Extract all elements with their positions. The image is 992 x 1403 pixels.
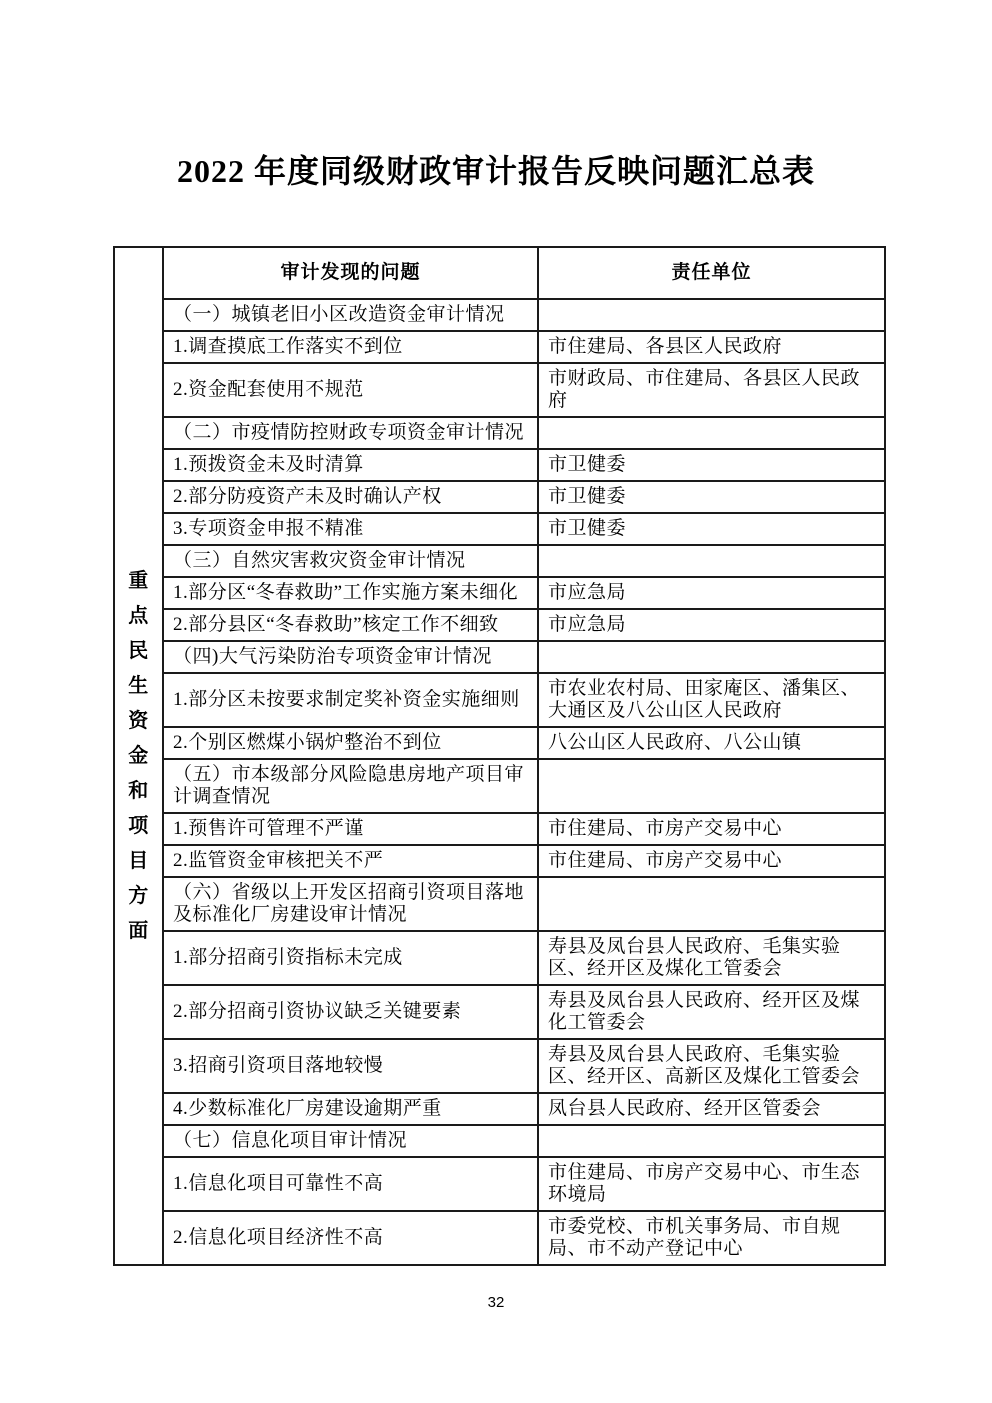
table-row xyxy=(114,813,885,845)
unit-cell xyxy=(538,299,885,331)
problem-cell: 2.部分防疫资产未及时确认产权 xyxy=(163,481,538,513)
sidebar-char: 项 xyxy=(128,814,149,837)
sidebar-char: 面 xyxy=(128,919,149,942)
table-body xyxy=(114,247,885,1265)
col-header-problem: 审计发现的问题 xyxy=(163,247,538,299)
table-row xyxy=(114,1211,885,1265)
unit-cell xyxy=(538,545,885,577)
sidebar-char: 金 xyxy=(128,744,149,767)
table-row xyxy=(114,545,885,577)
table-row xyxy=(114,845,885,877)
sidebar-char: 资 xyxy=(128,709,149,732)
unit-cell: 市应急局 xyxy=(538,609,885,641)
table-row xyxy=(114,417,885,449)
problem-cell: （六）省级以上开发区招商引资项目落地及标准化厂房建设审计情况 xyxy=(163,877,538,931)
problem-cell: （七）信息化项目审计情况 xyxy=(163,1125,538,1157)
sidebar-char: 重 xyxy=(128,569,149,592)
unit-cell: 凤台县人民政府、经开区管委会 xyxy=(538,1093,885,1125)
problem-cell: 2.信息化项目经济性不高 xyxy=(163,1211,538,1265)
audit-summary-table xyxy=(113,246,886,1266)
header-row xyxy=(114,247,885,299)
unit-cell: 市应急局 xyxy=(538,577,885,609)
problem-cell: （四)大气污染防治专项资金审计情况 xyxy=(163,641,538,673)
unit-cell: 寿县及凤台县人民政府、毛集实验区、经开区及煤化工管委会 xyxy=(538,931,885,985)
sidebar-char: 生 xyxy=(128,674,149,697)
problem-cell: 3.招商引资项目落地较慢 xyxy=(163,1039,538,1093)
table-row xyxy=(114,449,885,481)
table-row xyxy=(114,727,885,759)
unit-cell: 市财政局、市住建局、各县区人民政府 xyxy=(538,363,885,417)
unit-cell: 市卫健委 xyxy=(538,513,885,545)
table-row xyxy=(114,363,885,417)
sidebar-char: 民 xyxy=(128,639,149,662)
sidebar-char: 和 xyxy=(128,779,149,802)
sidebar-char: 目 xyxy=(128,849,149,872)
problem-cell: 2.监管资金审核把关不严 xyxy=(163,845,538,877)
unit-cell: 市委党校、市机关事务局、市自规局、市不动产登记中心 xyxy=(538,1211,885,1265)
table-row xyxy=(114,1157,885,1211)
table-row xyxy=(114,931,885,985)
sidebar-cell xyxy=(114,247,163,1265)
problem-cell: 2.资金配套使用不规范 xyxy=(163,363,538,417)
table-row xyxy=(114,299,885,331)
table-row xyxy=(114,641,885,673)
problem-cell: 1.预拨资金未及时清算 xyxy=(163,449,538,481)
sidebar-vertical-label xyxy=(124,564,153,949)
table-row xyxy=(114,481,885,513)
problem-cell: 2.个别区燃煤小锅炉整治不到位 xyxy=(163,727,538,759)
unit-cell: 寿县及凤台县人民政府、毛集实验区、经开区、高新区及煤化工管委会 xyxy=(538,1039,885,1093)
problem-cell: 4.少数标准化厂房建设逾期严重 xyxy=(163,1093,538,1125)
page-number: 32 xyxy=(487,1294,505,1311)
problem-cell: 3.专项资金申报不精准 xyxy=(163,513,538,545)
unit-cell xyxy=(538,1125,885,1157)
sidebar-char: 方 xyxy=(128,884,149,907)
unit-cell: 寿县及凤台县人民政府、经开区及煤化工管委会 xyxy=(538,985,885,1039)
problem-cell: 2.部分县区“冬春救助”核定工作不细致 xyxy=(163,609,538,641)
unit-cell xyxy=(538,759,885,813)
table-row xyxy=(114,759,885,813)
unit-cell: 八公山区人民政府、八公山镇 xyxy=(538,727,885,759)
col-header-unit: 责任单位 xyxy=(538,247,885,299)
unit-cell: 市住建局、市房产交易中心 xyxy=(538,813,885,845)
problem-cell: （三）自然灾害救灾资金审计情况 xyxy=(163,545,538,577)
problem-cell: 1.信息化项目可靠性不高 xyxy=(163,1157,538,1211)
table-row xyxy=(114,513,885,545)
table-row xyxy=(114,1125,885,1157)
table-row xyxy=(114,985,885,1039)
problem-cell: 1.调查摸底工作落实不到位 xyxy=(163,331,538,363)
unit-cell xyxy=(538,417,885,449)
unit-cell: 市住建局、市房产交易中心 xyxy=(538,845,885,877)
problem-cell: 1.部分区未按要求制定奖补资金实施细则 xyxy=(163,673,538,727)
problem-cell: 1.部分区“冬春救助”工作实施方案未细化 xyxy=(163,577,538,609)
unit-cell: 市卫健委 xyxy=(538,449,885,481)
table-row xyxy=(114,577,885,609)
unit-cell: 市住建局、市房产交易中心、市生态环境局 xyxy=(538,1157,885,1211)
unit-cell: 市卫健委 xyxy=(538,481,885,513)
table-row xyxy=(114,673,885,727)
problem-cell: （二）市疫情防控财政专项资金审计情况 xyxy=(163,417,538,449)
sidebar-char: 点 xyxy=(128,604,149,627)
problem-cell: （一）城镇老旧小区改造资金审计情况 xyxy=(163,299,538,331)
table-row xyxy=(114,1093,885,1125)
table-row xyxy=(114,877,885,931)
table-row xyxy=(114,331,885,363)
problem-cell: 2.部分招商引资协议缺乏关键要素 xyxy=(163,985,538,1039)
unit-cell xyxy=(538,641,885,673)
unit-cell: 市住建局、各县区人民政府 xyxy=(538,331,885,363)
page-title: 2022 年度同级财政审计报告反映问题汇总表 xyxy=(176,153,815,189)
unit-cell: 市农业农村局、田家庵区、潘集区、大通区及八公山区人民政府 xyxy=(538,673,885,727)
problem-cell: 1.预售许可管理不严谨 xyxy=(163,813,538,845)
problem-cell: 1.部分招商引资指标未完成 xyxy=(163,931,538,985)
table-row xyxy=(114,609,885,641)
problem-cell: （五）市本级部分风险隐患房地产项目审计调查情况 xyxy=(163,759,538,813)
unit-cell xyxy=(538,877,885,931)
table-row xyxy=(114,1039,885,1093)
